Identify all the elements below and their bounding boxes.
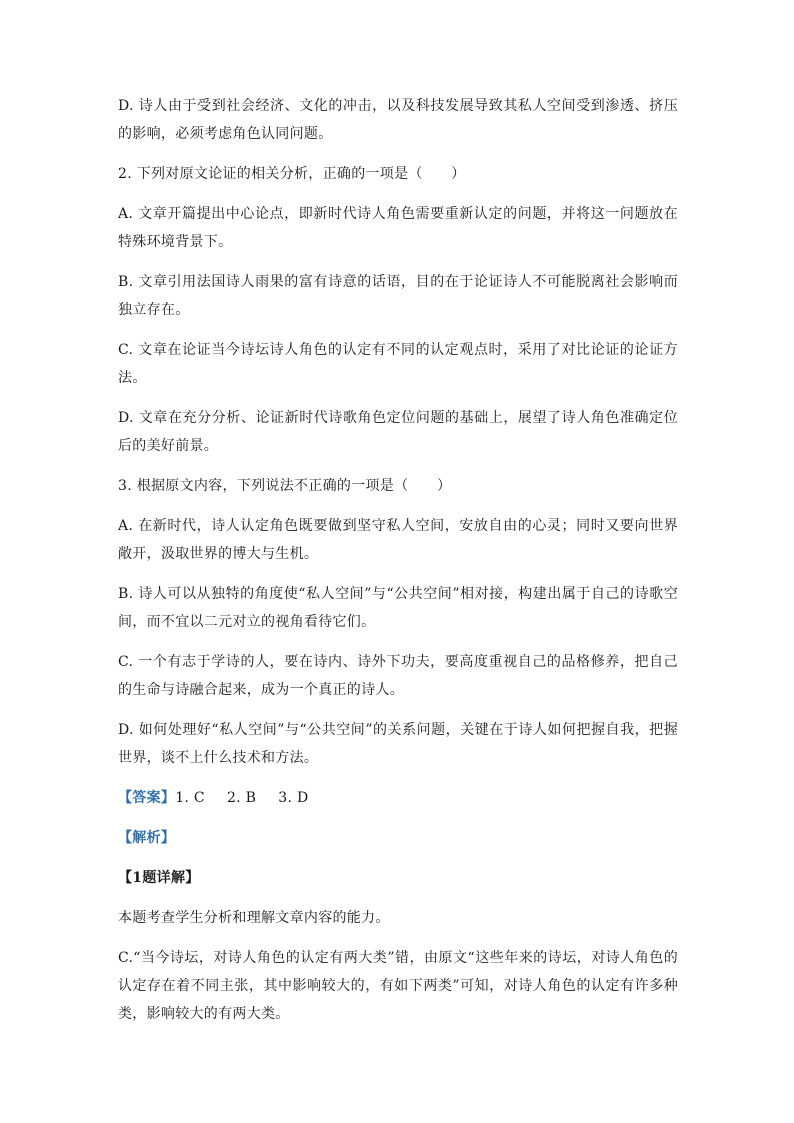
option-d-q2: D. 文章在充分分析、论证新时代诗歌角色定位问题的基础上，展望了诗人角色准确定位后的美好前景。 [118, 410, 678, 454]
option-d-q1: D. 诗人由于受到社会经济、文化的冲击，以及科技发展导致其私人空间受到渗透、挤压的影响，必须考虑角色认同问题。 [118, 98, 678, 142]
detail-label: 【1题详解】 [118, 870, 200, 886]
analysis-label: 【解析】 [118, 830, 176, 846]
answer-item-3: 3. D [278, 790, 309, 806]
answer-label: 【答案】 [118, 790, 176, 806]
option-a-q3: A. 在新时代，诗人认定角色既要做到坚守私人空间，安放自由的心灵；同时又要向世界敞开，汲取世界的博大与生机。 [118, 518, 678, 562]
option-c-q2: C. 文章在论证当今诗坛诗人角色的认定有不同的认定观点时，采用了对比论证的论证方法。 [118, 342, 678, 386]
analysis-option-c: C.“当今诗坛，对诗人角色的认定有两大类”错，由原文“这些年来的诗坛，对诗人角色的认定存在着不同主张，其中影响较大的，有如下两类”可知，对诗人角色的认定有许多种类，影响较大的有两大类。 [118, 950, 678, 1022]
analysis-intro: 本题考查学生分析和理解文章内容的能力。 [118, 910, 390, 926]
answer-item-1: 1. C [175, 790, 205, 806]
option-b-q3: B. 诗人可以从独特的角度使“私人空间”与“公共空间”相对接，构建出属于自己的诗歌空间，而不宜以二元对立的视角看待它们。 [118, 586, 678, 630]
analysis-heading [118, 824, 678, 852]
option-d-q3: D. 如何处理好“私人空间”与“公共空间”的关系问题，关键在于诗人如何把握自我，把握世界，谈不上什么技术和方法。 [118, 722, 678, 766]
detail-heading [118, 864, 678, 892]
question-3: 3. 根据原文内容，下列说法不正确的一项是（ ） [118, 478, 452, 494]
document-page [118, 92, 678, 1040]
answer-item-2: 2. B [226, 790, 257, 806]
option-c-q3: C. 一个有志于学诗的人，要在诗内、诗外下功夫，要高度重视自己的品格修养，把自己的生命与诗融合起来，成为一个真正的诗人。 [118, 654, 678, 698]
answer-line [118, 784, 678, 812]
option-a-q2: A. 文章开篇提出中心论点，即新时代诗人角色需要重新认定的问题，并将这一问题放在特殊环境背景下。 [118, 206, 678, 250]
option-b-q2: B. 文章引用法国诗人雨果的富有诗意的话语，目的在于论证诗人不可能脱离社会影响而独立存在。 [118, 274, 678, 318]
question-2: 2. 下列对原文论证的相关分析，正确的一项是（ ） [118, 166, 466, 182]
